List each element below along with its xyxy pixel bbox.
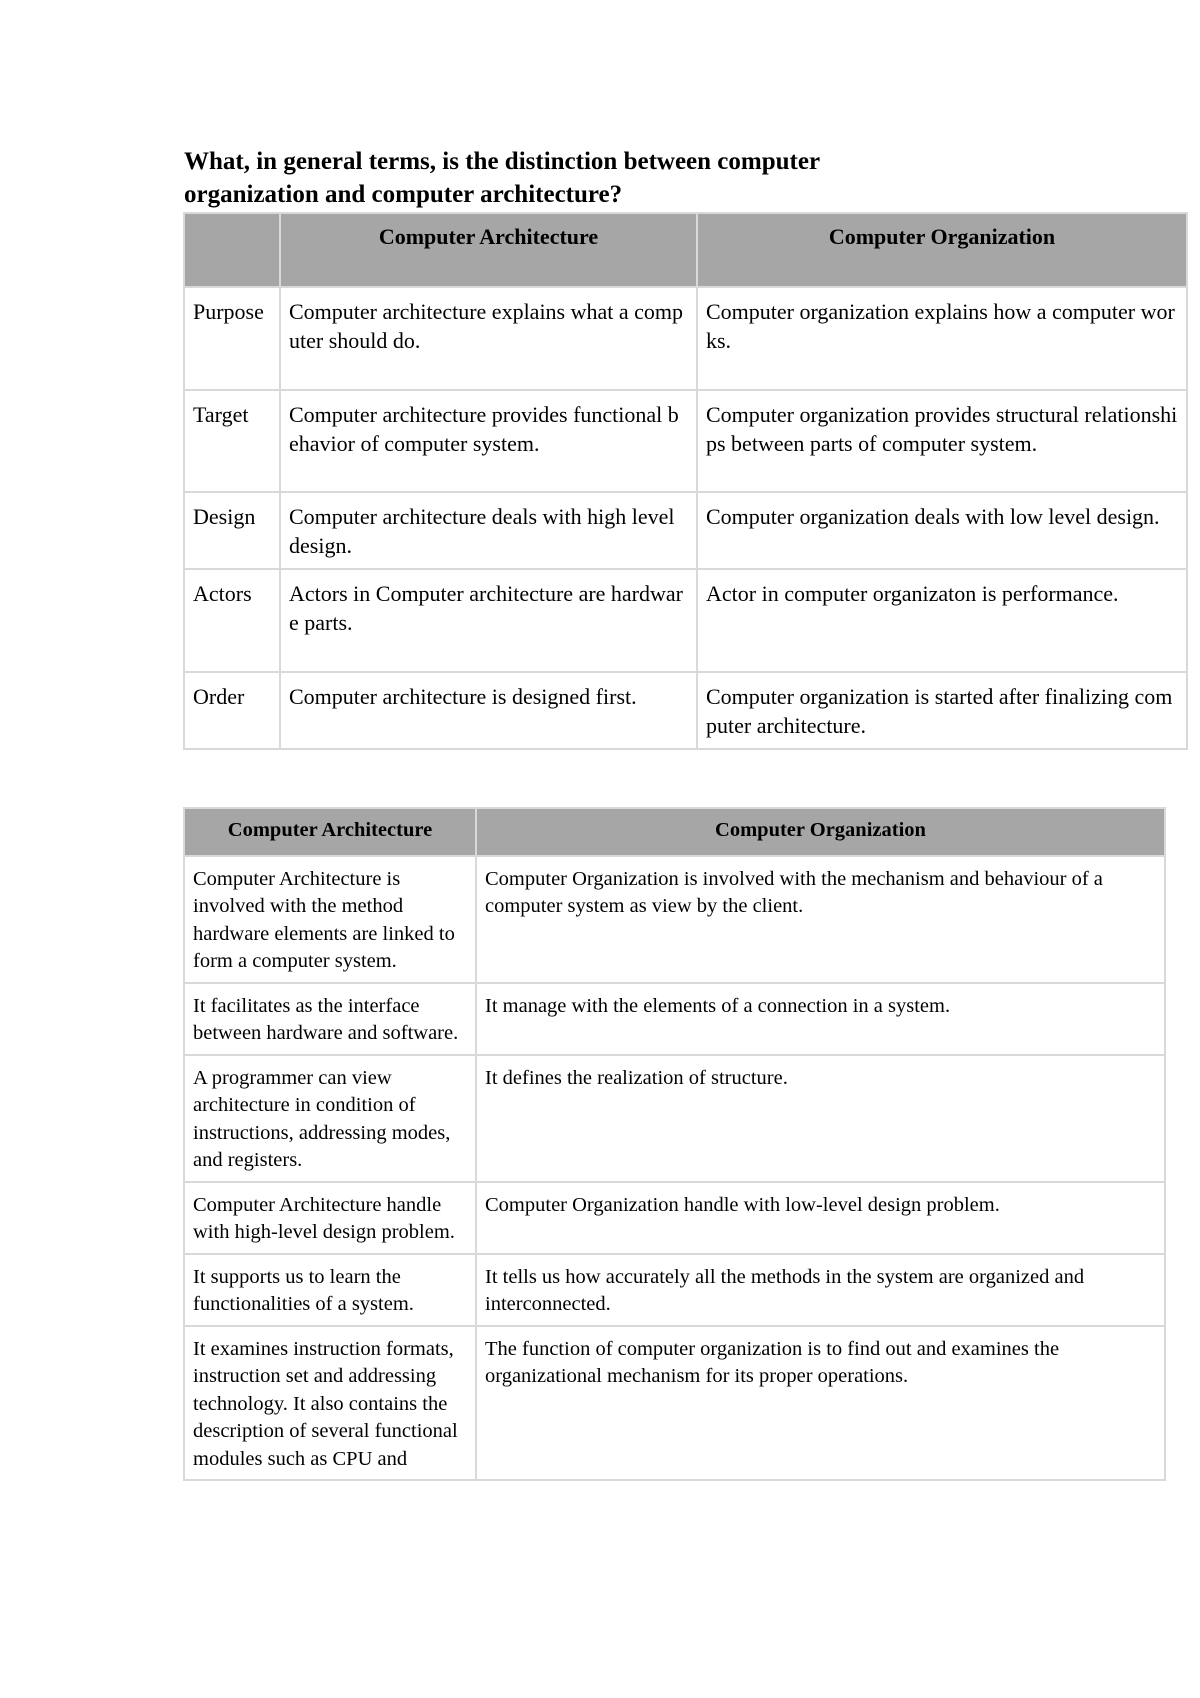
table-row <box>184 983 1165 1055</box>
table-row <box>184 390 1187 492</box>
table-cell: Computer Organization handle with low-level design problem. <box>476 1182 1165 1254</box>
table-cell: A programmer can view architecture in condition of instructions, addressing modes, and registers. <box>184 1055 476 1182</box>
header-cell-organization: Computer Organization <box>476 808 1165 856</box>
table-row <box>184 1254 1165 1326</box>
row-label: Target <box>184 390 280 492</box>
table-row <box>184 856 1165 983</box>
row-label: Actors <box>184 569 280 672</box>
question-heading <box>184 145 1044 211</box>
table-cell: Computer architecture provides functional behavior of computer system. <box>280 390 697 492</box>
table-header-row <box>184 213 1187 287</box>
table-cell: Computer organization explains how a computer works. <box>697 287 1187 390</box>
table-row <box>184 287 1187 390</box>
table-cell: Actors in Computer architecture are hardware parts. <box>280 569 697 672</box>
table-cell: Computer organization deals with low level design. <box>697 492 1187 569</box>
table-row <box>184 1182 1165 1254</box>
table-cell: The function of computer organization is to find out and examines the organizational mechanism for its proper operations. <box>476 1326 1165 1481</box>
header-cell-architecture: Computer Architecture <box>280 213 697 287</box>
table-cell: Computer architecture explains what a computer should do. <box>280 287 697 390</box>
table-cell: Computer organization is started after finalizing computer architecture. <box>697 672 1187 749</box>
header-cell-architecture: Computer Architecture <box>184 808 476 856</box>
table-cell: It supports us to learn the functionalities of a system. <box>184 1254 476 1326</box>
table-row <box>184 492 1187 569</box>
table-cell: Computer Architecture handle with high-level design problem. <box>184 1182 476 1254</box>
table-row <box>184 569 1187 672</box>
table-cell: Computer architecture is designed first. <box>280 672 697 749</box>
header-cell-blank <box>184 213 280 287</box>
table-cell: It manage with the elements of a connection in a system. <box>476 983 1165 1055</box>
table-cell: It defines the realization of structure. <box>476 1055 1165 1182</box>
question-line-2: organization and computer architecture? <box>184 181 623 208</box>
table-cell: It facilitates as the interface between hardware and software. <box>184 983 476 1055</box>
table-header-row <box>184 808 1165 856</box>
table-cell: It examines instruction formats, instruction set and addressing technology. It also contains the description of several functional modules such as CPU and <box>184 1326 476 1481</box>
table-cell: Computer architecture deals with high level design. <box>280 492 697 569</box>
row-label: Order <box>184 672 280 749</box>
comparison-table-1 <box>183 212 1188 750</box>
table-cell: Computer organization provides structural relationships between parts of computer system. <box>697 390 1187 492</box>
comparison-table-2 <box>183 807 1166 1481</box>
table-cell: Computer Organization is involved with the mechanism and behaviour of a computer system as view by the client. <box>476 856 1165 983</box>
table-cell: It tells us how accurately all the methods in the system are organized and interconnected. <box>476 1254 1165 1326</box>
header-cell-organization: Computer Organization <box>697 213 1187 287</box>
table-row <box>184 672 1187 749</box>
row-label: Purpose <box>184 287 280 390</box>
table-row <box>184 1055 1165 1182</box>
table-cell: Computer Architecture is involved with the method hardware elements are linked to form a computer system. <box>184 856 476 983</box>
table-cell: Actor in computer organizaton is performance. <box>697 569 1187 672</box>
row-label: Design <box>184 492 280 569</box>
question-line-1: What, in general terms, is the distinction between computer <box>184 148 821 175</box>
table-row <box>184 1326 1165 1481</box>
